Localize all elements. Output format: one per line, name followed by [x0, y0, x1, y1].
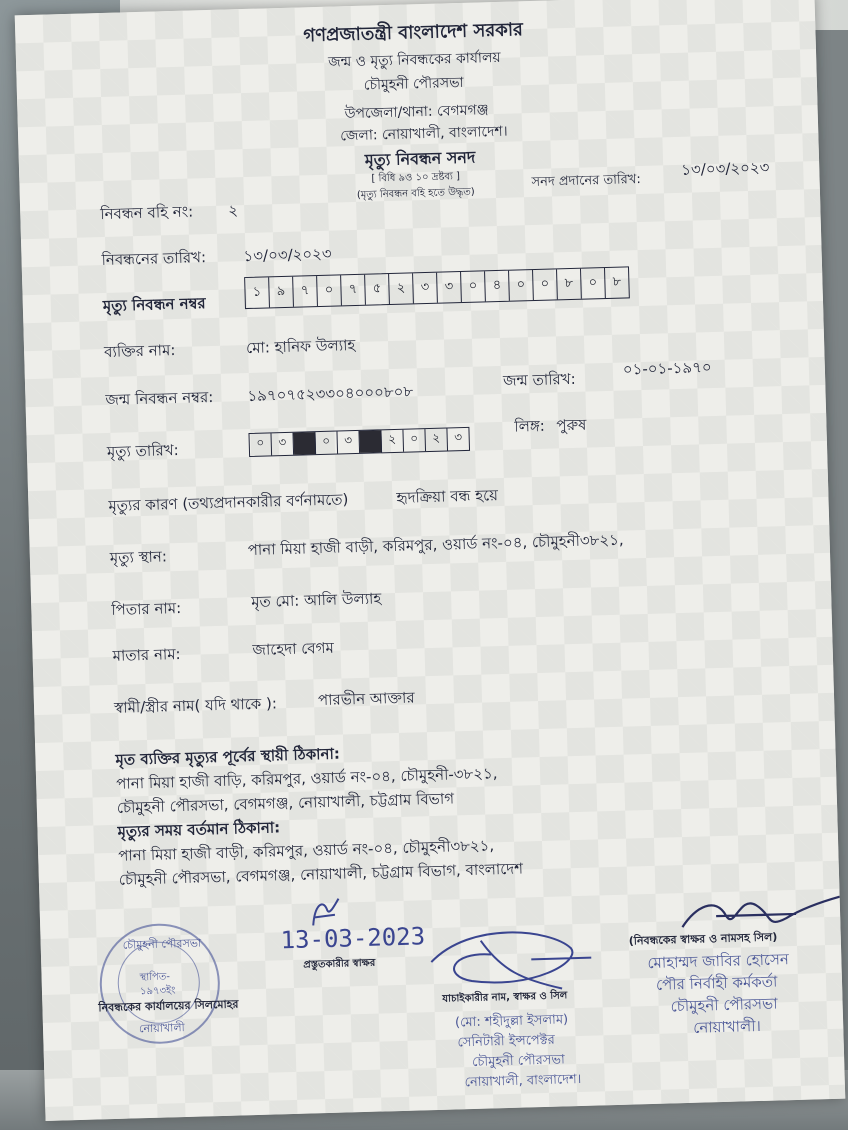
registrar-org: চৌমুহনী পৌরসভা [670, 994, 778, 1016]
mother-label: মাতার নাম: [112, 645, 181, 665]
seal-text-bottom: নোয়াখালী [138, 1021, 185, 1036]
registrar-label: (নিবন্ধকের স্বাক্ষর ও নামসহ সিল) [628, 930, 778, 948]
date-digit-7: ২ [381, 430, 404, 453]
handwritten-date: 13-03-2023 [280, 922, 426, 955]
registrar-name: মোহাম্মদ জাবির হোসেন [647, 950, 790, 973]
verifier-name: (মো: শহীদুল্লা ইসলাম) [454, 1012, 569, 1031]
upazila-line: উপজেলা/থানা: বেগমগঞ্জ [344, 102, 489, 123]
date-digit-9: ২ [425, 428, 448, 451]
reg-digit-14: ৮ [557, 269, 582, 300]
reg-digit-4: ০ [317, 275, 342, 306]
reg-digit-15: ০ [581, 268, 606, 299]
present-address-line2: চৌমুহনী পৌরসভা, বেগমগঞ্জ, নোয়াখালী, চট্টগ্রাম বিভাগ, বাংলাদেশ [118, 859, 524, 889]
verifier-place: নোয়াখালী, বাংলাদেশ। [464, 1071, 582, 1091]
seal-text-mid: স্থাপিত- [139, 971, 171, 984]
date-digit-5: ৩ [337, 431, 360, 454]
preparer-label: প্রস্তুতকারীর স্বাক্ষর [303, 957, 376, 971]
municipality-name: চৌমুহনী পৌরসভা [363, 74, 464, 94]
reg-digit-8: ৩ [413, 273, 438, 304]
seal-text-top: চৌমুহনী পৌরসভা [122, 936, 202, 952]
district-line: জেলা: নোয়াখালী, বাংলাদেশ। [339, 123, 508, 145]
date-digit-10: ৩ [454, 430, 463, 445]
present-address-label: মৃত্যুর সময় বর্তমান ঠিকানা: [117, 818, 281, 841]
present-address-line1: পানা মিয়া হাজী বাড়ী, করিমপুর, ওয়ার্ড নং-০৪, চৌমুহনী৩৮২১, [117, 836, 495, 865]
sex-value: পুরুষ [556, 415, 587, 435]
registrar-place: নোয়াখালী। [692, 1016, 762, 1037]
place-label: মৃত্যু স্থান: [109, 547, 168, 567]
date-digit-2: ৩ [271, 433, 294, 456]
verifier-title: সেনিটারী ইন্সপেক্টর [457, 1032, 555, 1051]
reg-digit-16: ৮ [612, 274, 622, 290]
sex-label: লিঙ্গ: [514, 416, 546, 436]
issue-date-value: ১৩/০৩/২০২৩ [681, 158, 770, 179]
certificate-title: মৃত্যু নিবন্ধন সনদ [364, 147, 476, 170]
reg-digit-6: ৫ [365, 274, 390, 305]
reg-digit-10: ০ [461, 271, 486, 302]
office-title: জন্ম ও মৃত্যু নিবন্ধকের কার্যালয় [327, 49, 501, 71]
date-digit-3 [293, 432, 316, 455]
reg-digit-11: ৪ [485, 271, 510, 302]
permanent-address-line1: পানা মিয়া হাজী বাড়ি, করিমপুর, ওয়ার্ড নং-০৪, চৌমুহনী-৩৮২১, [115, 764, 498, 793]
seal-text-year: ১৯৭৩ইং [139, 985, 176, 998]
issue-date-label: সনদ প্রদানের তারিখ: [531, 171, 641, 191]
reg-digit-1: ১ [245, 277, 270, 308]
birth-date-value: ০১-০১-১৯৭০ [622, 358, 712, 379]
reg-digit-13: ০ [533, 269, 558, 300]
reg-digit-2: ৯ [269, 277, 294, 308]
date-digit-4: ০ [315, 432, 338, 455]
verifier-org: চৌমুহনী পৌরসভা [471, 1052, 565, 1071]
verifier-label: যাচাইকারীর নাম, স্বাক্ষর ও সিল [442, 990, 568, 1005]
death-reg-no-label: মৃত্যু নিবন্ধন নম্বর [102, 294, 206, 316]
spouse-value: পারভীন আক্তার [317, 688, 415, 710]
reg-digit-3: ৭ [293, 276, 318, 307]
mother-value: জাহেদা বেগম [252, 638, 335, 659]
reg-digit-12: ০ [509, 270, 534, 301]
rule-reference: [ বিধি ৯ও ১০ দ্রষ্টব্য ] [371, 171, 461, 185]
date-digit-6 [359, 430, 382, 453]
registration-date-label: নিবন্ধনের তারিখ: [101, 248, 207, 270]
name-label: ব্যক্তির নাম: [103, 341, 176, 362]
cause-value: হৃদক্রিয়া বন্ধ হয়ে [396, 486, 499, 507]
permanent-address-label: মৃত ব্যক্তির মৃত্যুর পূর্বের স্থায়ী ঠিকানা: [115, 744, 341, 769]
date-digit-8: ০ [403, 429, 426, 452]
reg-digit-5: ৭ [341, 275, 366, 306]
birth-date-label: জন্ম তারিখ: [502, 369, 576, 390]
extract-note: (মৃত্যু নিবন্ধন বহি হতে উদ্ধৃত) [356, 186, 475, 201]
register-book-label: নিবন্ধন বহি নং: [100, 202, 194, 224]
name-value: মো: হানিফ উল্যাহ [245, 336, 356, 358]
reg-digit-7: ২ [389, 273, 414, 304]
govt-title: গণপ্রজাতন্ত্রী বাংলাদেশ সরকার [303, 19, 524, 47]
registration-date-value: ১৩/০৩/২০২৩ [243, 244, 332, 266]
date-digit-1: ০ [249, 433, 272, 456]
spouse-label: স্বামী/স্ত্রীর নাম( যদি থাকে ): [113, 694, 278, 717]
father-value: মৃত মো: আলি উল্যাহ [250, 589, 382, 612]
certificate-sheet [15, 0, 846, 1121]
reg-digit-9: ৩ [437, 272, 462, 303]
register-book-value: ২ [227, 201, 239, 220]
death-date-label: মৃত্যু তারিখ: [106, 440, 179, 461]
registrar-title: পৌর নির্বাহী কর্মকর্তা [655, 972, 778, 994]
permanent-address-line2: চৌমুহনী পৌরসভা, বেগমগঞ্জ, নোয়াখালী, চট্টগ্রাম বিভাগ [116, 789, 455, 817]
birth-reg-no-value: ১৯৭০৭৫২৩৩০৪০০০৮০৮ [247, 382, 414, 406]
office-seal-label: নিবন্ধকের কার্যালয়ের সিলমোহর [98, 997, 239, 1015]
birth-reg-no-label: জন্ম নিবন্ধন নম্বর: [105, 387, 214, 409]
father-label: পিতার নাম: [111, 598, 182, 619]
place-value: পানা মিয়া হাজী বাড়ী, করিমপুর, ওয়ার্ড নং-০৪, চৌমুহনী৩৮২১, [247, 530, 624, 560]
cause-label: মৃত্যুর কারণ (তথ্যপ্রদানকারীর বর্ণনামতে) [108, 490, 349, 515]
